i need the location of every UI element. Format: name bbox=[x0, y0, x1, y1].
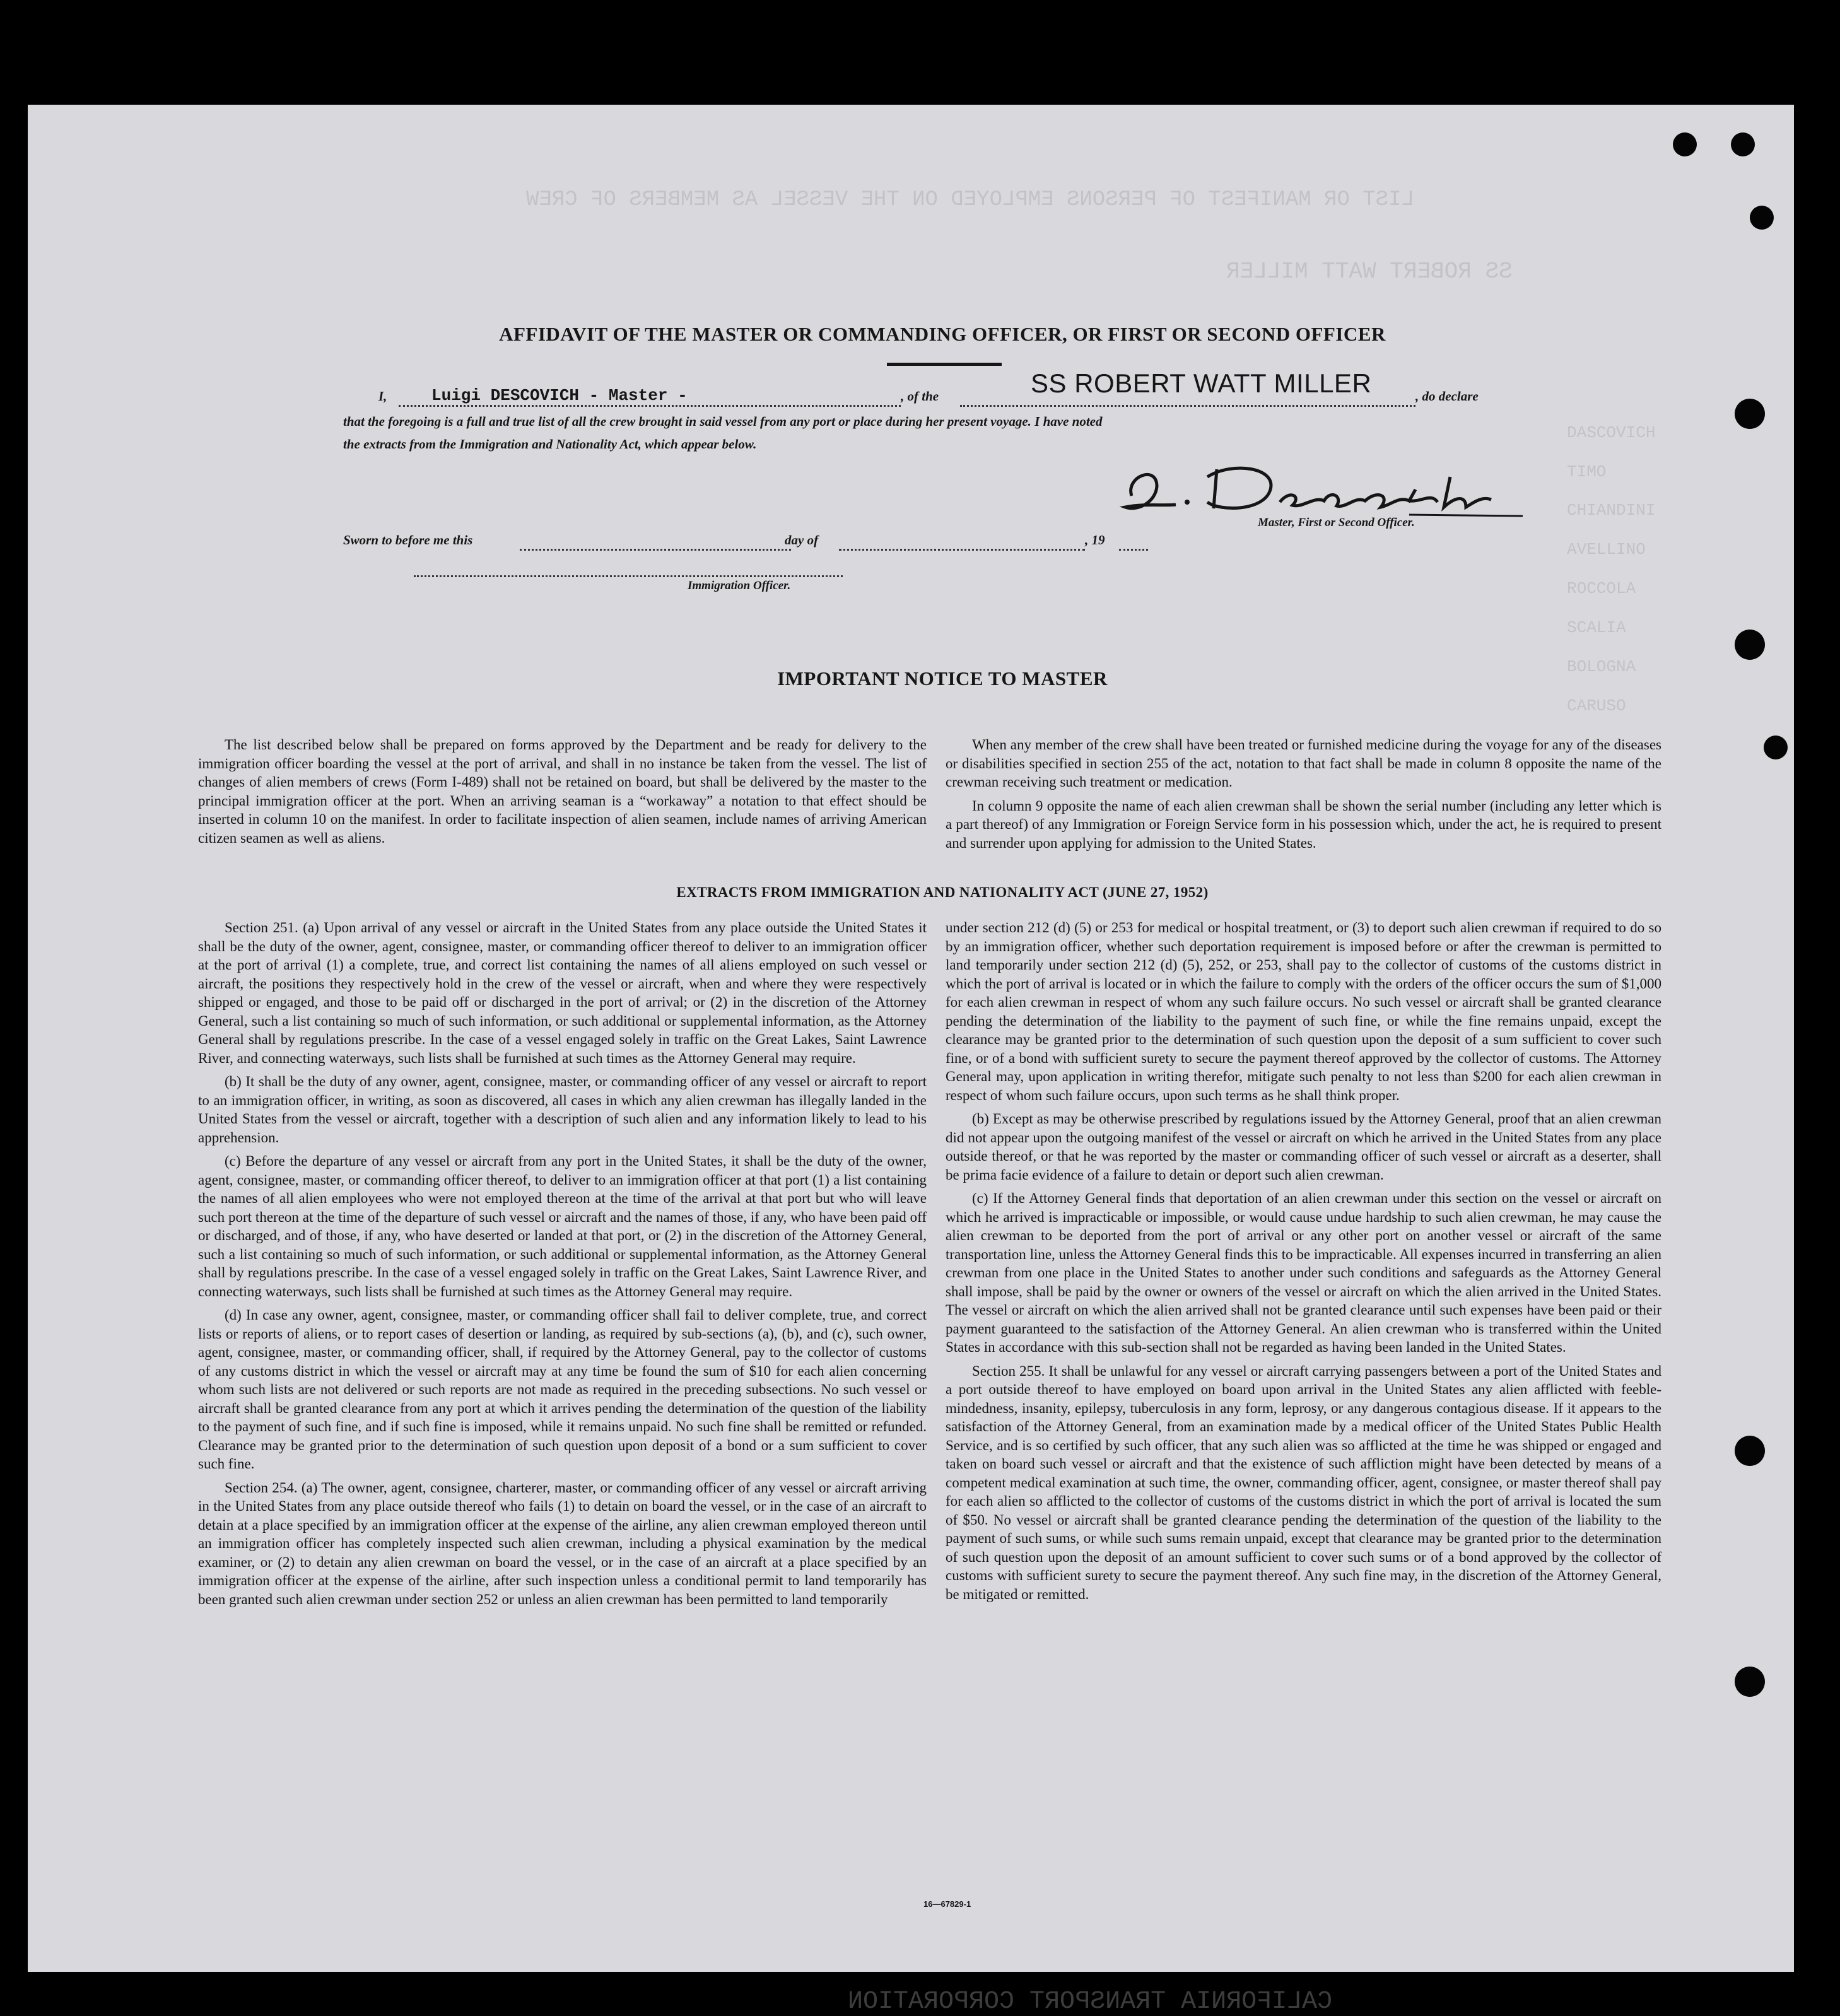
extracts-left-column bbox=[198, 918, 927, 1614]
notice-left-column bbox=[198, 735, 927, 852]
master-name-value: Luigi DESCOVICH - Master - bbox=[431, 386, 688, 405]
day-of-label: day of bbox=[785, 532, 819, 548]
of-the-label: , of the bbox=[901, 389, 939, 404]
extracts-title: EXTRACTS FROM IMMIGRATION AND NATIONALITY ACT (JUNE 27, 1952) bbox=[676, 884, 1209, 900]
bleed-through-header: LIST OR MANIFEST OF PERSONS EMPLOYED ON THE VESSEL AS MEMBERS OF CREW bbox=[526, 188, 1414, 212]
notice-paragraph: When any member of the crew shall have been treated or furnished medicine during the voyage for any of the diseases or disabilities specified in section 255 of the act, notation to that fact shall be made in column 8 opposite the name of the crewman receiving such treatment or medication. bbox=[946, 737, 1661, 790]
punch-hole bbox=[1731, 132, 1755, 156]
bleed-name: BOLOGNA bbox=[1567, 657, 1636, 676]
document-page bbox=[28, 105, 1794, 2016]
immigration-officer-caption: Immigration Officer. bbox=[688, 579, 791, 592]
punch-hole bbox=[1735, 1436, 1765, 1466]
declaration-line-3: the extracts from the Immigration and Nationality Act, which appear below. bbox=[343, 437, 757, 452]
section-254c: (c) If the Attorney General finds that deportation of an alien crewman under this section on the vessel or aircraft on which he arrived is impracticable or impossible, or would cause undue hardship to such alien crewman, he may cause the alien crewman to be deported from the port of arrival or any other port on another vessel or aircraft of the same transportation line, unless the Attorney General finds this to be impracticable. All expenses incurred in transferring an alien crewman from one place in the United States to another under such conditions and safeguards as the Attorney General shall impose, shall be paid by the owner or owners of the vessel or aircraft on which the alien arrived in the United States. The vessel or aircraft on which the alien arrived shall not be granted clearance until such expenses have been paid or their payment guaranteed to the satisfaction of the Attorney General. An alien crewman who is transferred within the United States in accordance with this sub-section shall not be regarded as having been landed in the United States. bbox=[946, 1190, 1661, 1355]
sworn-date-line bbox=[520, 549, 791, 551]
title-rule bbox=[887, 363, 1002, 366]
signature-caption: Master, First or Second Officer. bbox=[1258, 516, 1415, 529]
immigration-officer-line bbox=[414, 575, 843, 577]
notice-paragraph: In column 9 opposite the name of each alien crewman shall be shown the serial number (including any letter which is a part thereof) of any Immigration or Foreign Service form in his possession which, under the act, he is required to present and surrender upon applying for admission to the United States. bbox=[946, 797, 1661, 851]
month-line bbox=[839, 549, 1085, 551]
form-number: 16—67829-1 bbox=[923, 1899, 971, 1909]
section-254a-continued: under section 212 (d) (5) or 253 for medical or hospital treatment, or (3) to deport such alien crewman if required to do so by an immigration officer, whether such deportation requirement is imposed before or after the crewman is permitted to land temporarily under section 212 (d) (5), 252, or 253, shall pay to the collector of customs of the customs district in which the port of arrival is located or in which the failure to comply with the orders of the officer occurs the sum of $1,000 for each alien crewman in respect of whom any such failure occurs. No such vessel or aircraft shall be granted clearance pending the determination of the liability to the payment of such fine, or while the fine remains unpaid, except the clearance may be granted prior to the determination of such question upon the deposit of a sum sufficient to cover such fine, or of a bond with sufficient surety to secure the payment thereof approved by the collector of customs. The Attorney General may, upon application in writing therefor, mitigate such penalty to not less than $200 for each alien crewman in respect of whom such failure occurs, upon such terms as he shall think proper. bbox=[946, 920, 1661, 1103]
affidavit-title: AFFIDAVIT OF THE MASTER OR COMMANDING OFFICER, OR FIRST OR SECOND OFFICER bbox=[499, 323, 1386, 345]
vessel-name-line bbox=[960, 405, 1415, 407]
section-254b: (b) Except as may be otherwise prescribed by regulations issued by the Attorney General, proof that an alien crewman did not appear upon the outgoing manifest of the vessel or aircraft on which he arrived in the United States from any place outside thereof, or that he was reported by the master or commanding officer of such vessel or aircraft as a deserter, shall be prima facie evidence of a failure to detain or deport such alien crewman. bbox=[946, 1111, 1661, 1183]
notice-title: IMPORTANT NOTICE TO MASTER bbox=[777, 667, 1108, 689]
year-line bbox=[1119, 549, 1148, 551]
bleed-through-footer: CALIFORNIA TRANSPORT CORPORATION bbox=[848, 1988, 1333, 2016]
bleed-through-ship: SS ROBERT WATT MILLER bbox=[1226, 259, 1513, 284]
extracts-right-column bbox=[946, 918, 1661, 1609]
bleed-name: AVELLINO bbox=[1567, 540, 1646, 559]
notice-paragraph: The list described below shall be prepared on forms approved by the Department and be ready for delivery to the immigration officer boarding the vessel at the port of arrival, and shall in no instance be taken from the vessel. The list of changes of alien members of crews (Form I-489) shall not be retained on board, but shall be delivered by the master to the principal immigration officer at the port. When an arriving seaman is a “workaway” a notation to that effect should be inserted in column 10 on the manifest. In order to facilitate inspection of alien seamen, include names of arriving American citizen seamen as well as aliens. bbox=[198, 737, 927, 846]
master-name-line bbox=[399, 405, 901, 407]
section-251a: Section 251. (a) Upon arrival of any vessel or aircraft in the United States from any place outside the United States it shall be the duty of the owner, agent, consignee, master, or commanding officer thereof to deliver to an immigration officer at the port of arrival (1) a complete, true, and correct list containing the names of all aliens employed on such vessel or aircraft, the positions they respectively hold in the crew of the vessel or aircraft, when and where they were respectively shipped or engaged, and those to be paid off or discharged in the port of arrival; or (2) in the discretion of the Attorney General, such a list containing so much of such information, or such additional or supplemental information, as the Attorney General shall by regulations prescribe. In the case of a vessel engaged solely in traffic on the Great Lakes, Saint Lawrence River, and connecting waterways, such lists shall be furnished at such times as the Attorney General may require. bbox=[198, 920, 927, 1066]
do-declare-label: , do declare bbox=[1415, 389, 1479, 404]
section-254a: Section 254. (a) The owner, agent, consignee, charterer, master, or commanding officer of any vessel or aircraft arriving in the United States from any place outside thereof who fails (1) to detain on board the vessel, or in the case of an aircraft to detain at a place specified by an immigration officer at the expense of the airline, any alien crewman employed thereon until an immigration officer has completely inspected such alien crewman, including a physical examination by the medical examiner, or (2) to detain any alien crewman on board the vessel, or in the case of an aircraft at a place specified by an immigration officer at the expense of the airline, after such inspection unless a conditional permit to land temporarily has been granted such alien crewman under section 252 or unless an alien crewman has been permitted to land temporarily bbox=[198, 1479, 927, 1607]
section-255: Section 255. It shall be unlawful for any vessel or aircraft carrying passengers between a port of the United States and a port outside thereof to have employed on board upon arrival in the United States any alien afflicted with feeble-mindedness, insanity, epilepsy, tuberculosis in any form, leprosy, or any dangerous contagious disease. If it appears to the satisfaction of the Attorney General, from an examination made by a medical officer of the United States Public Health Service, and is so certified by such officer, that any such alien was so afflicted at the time he was shipped or engaged and taken on board such vessel or aircraft and that the existence of such affliction might have been detected by means of a competent medical examination at such time, the owner, commanding officer, agent, consignee, or master thereof shall pay for each alien so afflicted to the collector of customs of the customs district in which the port of arrival is located the sum of $50. No vessel or aircraft shall be granted clearance pending the determination of the question of the liability to the payment of such sums, or while such sums remain unpaid, except that clearance may be granted prior to the determination of such question upon the deposit of an amount sufficient to cover such sums or of a bond approved by the collector of customs with sufficient surety to secure the payment thereof. Any such fine may, in the discretion of the Attorney General, be mitigated or remitted. bbox=[946, 1363, 1661, 1602]
punch-hole bbox=[1750, 206, 1774, 230]
punch-hole bbox=[1764, 735, 1788, 759]
punch-hole bbox=[1735, 630, 1765, 660]
vessel-name-value: SS ROBERT WATT MILLER bbox=[1031, 368, 1372, 398]
year-label: , 19 bbox=[1085, 532, 1105, 548]
punch-hole bbox=[1673, 132, 1697, 156]
bleed-name: SCALIA bbox=[1567, 618, 1626, 637]
declaration-line-2: that the foregoing is a full and true list of all the crew brought in said vessel from any port or place during her present voyage. I have noted bbox=[343, 414, 1103, 429]
section-251d: (d) In case any owner, agent, consignee, master, or commanding officer shall fail to deliver complete, true, and correct lists or reports of aliens, or to report cases of desertion or landing, as required by sub-sections (a), (b), and (c), such owner, agent, consignee, master, or commanding officer, shall, if required by the Attorney General, pay to the collector of customs of any customs district in which the vessel or aircraft may at any time be found the sum of $10 for each alien concerning whom such lists are not delivered or such reports are not made as required in the preceding subsections. No such vessel or aircraft shall be granted clearance from any port at which it arrives pending the determination of the question of the liability to the payment of such fine, and if such fine is imposed, while it remains unpaid. No such fine shall be remitted or refunded. Clearance may be granted prior to the determination of such question upon deposit of a bond or a sum sufficient to cover such fine. bbox=[198, 1307, 927, 1472]
bleed-name: CHIANDINI bbox=[1567, 501, 1656, 520]
sworn-label: Sworn to before me this bbox=[343, 532, 473, 548]
section-251c: (c) Before the departure of any vessel or aircraft from any port in the United States, it shall be the duty of the owner, agent, consignee, master, or commanding officer thereof, to deliver to an immigration officer at that port (1) a list containing the names of all alien employees who were not employed thereon at the time of the arrival at that port but who will leave such port thereon at the time of the departure of such vessel or aircraft and the names of those, if any, who have been paid off or discharged, and of those, if any, who have deserted or landed at that port, or (2) in the discretion of the Attorney General, such a list containing so much of such information, or such additional or supplemental information, as the Attorney General shall by regulations prescribe. In the case of a vessel engaged solely in traffic on the Great Lakes, Saint Lawrence River, and connecting waterways, such lists shall be furnished at such times as the Attorney General may require. bbox=[198, 1153, 927, 1299]
bleed-name: CARUSO bbox=[1567, 696, 1626, 715]
section-251b: (b) It shall be the duty of any owner, agent, consignee, master, or commanding officer of any vessel or aircraft to report to an immigration officer, in writing, as soon as discovered, all cases in which any alien crewman has illegally landed in the United States from the vessel or aircraft, together with a description of such alien and any information likely to lead to his apprehension. bbox=[198, 1074, 927, 1146]
bleed-name: TIMO bbox=[1567, 462, 1607, 481]
punch-hole bbox=[1735, 399, 1765, 429]
bleed-name: ROCCOLA bbox=[1567, 579, 1636, 598]
master-signature bbox=[1113, 452, 1542, 521]
notice-right-column bbox=[946, 735, 1661, 857]
bleed-name: DASCOVICH bbox=[1567, 423, 1656, 442]
affidavit-prefix: I, bbox=[378, 389, 387, 404]
punch-hole bbox=[1735, 1667, 1765, 1697]
